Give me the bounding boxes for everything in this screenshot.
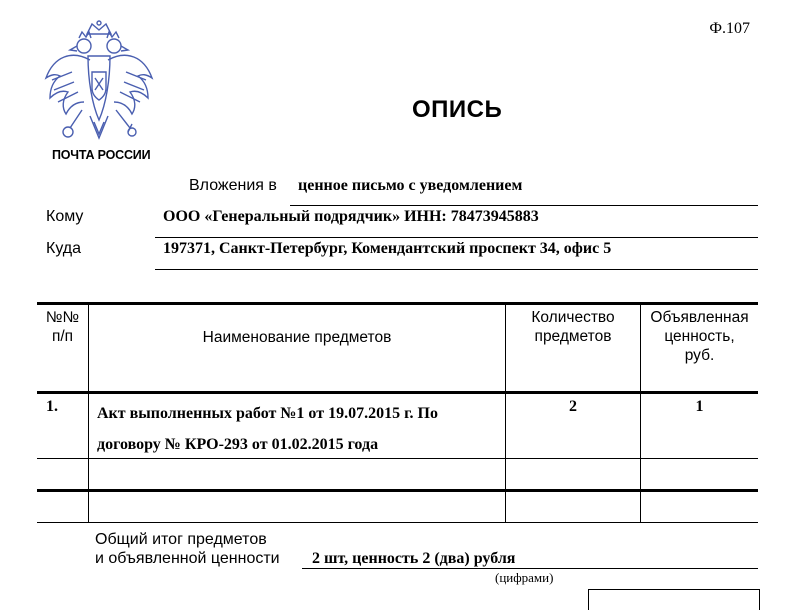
address-underline xyxy=(155,269,758,270)
address-value: 197371, Санкт-Петербург, Комендантский проспект 34, офис 5 xyxy=(163,240,612,257)
recipient-label: Кому xyxy=(46,208,84,225)
brand-label: ПОЧТА РОССИИ xyxy=(52,148,151,162)
row-quantity: 2 xyxy=(569,398,577,415)
attachments-label: Вложения в xyxy=(189,177,277,194)
attachments-underline xyxy=(290,205,758,206)
header-quantity: Количество предметов xyxy=(531,309,615,345)
row-number: 1. xyxy=(46,398,58,415)
total-label: Общий итог предметов и объявленной ценности xyxy=(95,531,280,567)
table-subtotal-border xyxy=(37,489,758,492)
recipient-underline xyxy=(155,237,758,238)
header-declared-value: Объявленная ценность, руб. xyxy=(650,309,749,364)
attachments-value: ценное письмо с уведомлением xyxy=(298,177,523,194)
document-title: ОПИСЬ xyxy=(412,96,503,123)
header-number: №№ п/п xyxy=(45,309,80,345)
digits-hint: (цифрами) xyxy=(495,570,554,585)
row-declared-value: 1 xyxy=(695,398,704,415)
form-code: Ф.107 xyxy=(709,20,750,37)
row-item-name: Акт выполненных работ №1 от 19.07.2015 г. По договору № КРО-293 от 01.02.2015 года xyxy=(97,405,438,453)
total-underline xyxy=(302,568,758,569)
russian-eagle-emblem-icon xyxy=(42,20,156,150)
total-value: 2 шт, ценность 2 (два) рубля xyxy=(312,550,516,567)
table-header-border xyxy=(37,391,758,394)
header-item-name: Наименование предметов xyxy=(202,329,392,346)
recipient-value: ООО «Генеральный подрядчик» ИНН: 78473945883 xyxy=(163,208,539,225)
table-bottom-border xyxy=(37,522,758,523)
address-label: Куда xyxy=(46,240,82,257)
table-top-border xyxy=(37,302,758,305)
